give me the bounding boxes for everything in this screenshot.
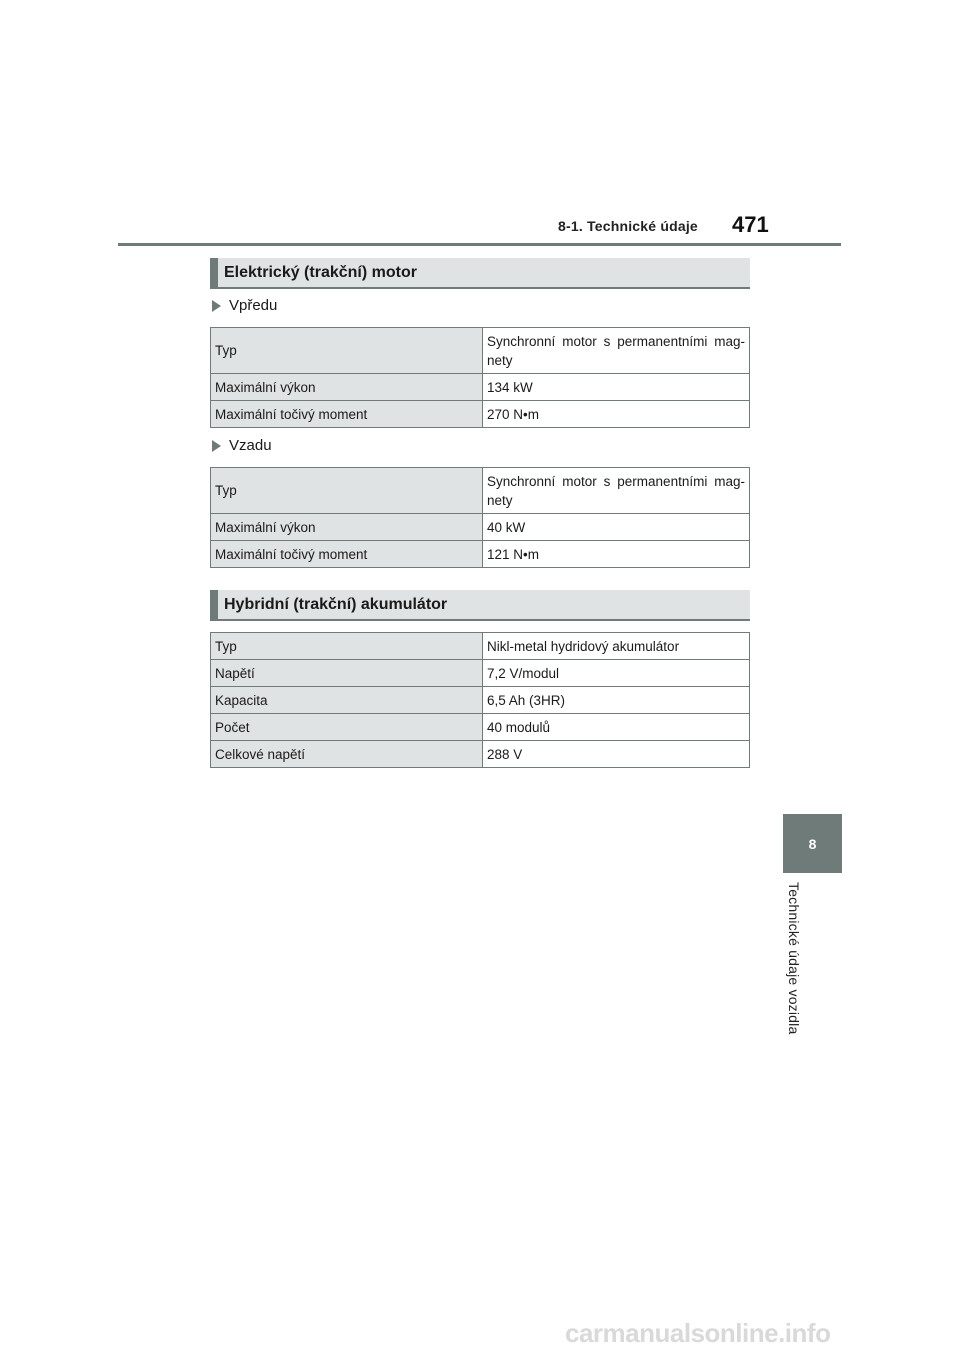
section-header: 8-1. Technické údaje <box>558 218 698 234</box>
section-heading-electric-motor <box>210 258 750 289</box>
subsection-label: Vzadu <box>229 437 272 454</box>
spec-key: Kapacita <box>211 687 483 714</box>
table-row <box>211 328 750 374</box>
chapter-number: 8 <box>808 835 817 852</box>
chapter-label: Technické údaje vozidla <box>786 882 802 1035</box>
subsection-label: Vpředu <box>229 297 278 314</box>
section-title: Elektrický (trakční) motor <box>224 263 417 281</box>
spec-value: 40 kW <box>483 514 750 541</box>
spec-key: Počet <box>211 714 483 741</box>
triangle-bullet-icon <box>212 300 221 312</box>
spec-value: Synchronní motor s permanentními mag- nety <box>483 468 750 514</box>
heading-accent-bar <box>210 590 218 619</box>
table-row <box>211 401 750 428</box>
spec-key: Maximální točivý moment <box>211 541 483 568</box>
subsection-front <box>212 297 277 314</box>
spec-value: 40 modulů <box>483 714 750 741</box>
table-row <box>211 633 750 660</box>
spec-key: Maximální točivý moment <box>211 401 483 428</box>
heading-accent-bar <box>210 258 218 287</box>
watermark: carmanualsonline.info <box>565 1318 831 1348</box>
spec-key: Napětí <box>211 660 483 687</box>
spec-value: 288 V <box>483 741 750 768</box>
chapter-tab[interactable] <box>783 814 842 873</box>
spec-value: 270 N•m <box>483 401 750 428</box>
spec-table-rear-motor <box>210 467 750 568</box>
spec-value: 6,5 Ah (3HR) <box>483 687 750 714</box>
triangle-bullet-icon <box>212 440 221 452</box>
section-title: Hybridní (trakční) akumulátor <box>224 595 448 613</box>
spec-value: 7,2 V/modul <box>483 660 750 687</box>
spec-value: Nikl-metal hydridový akumulátor <box>483 633 750 660</box>
table-row <box>211 374 750 401</box>
table-row <box>211 714 750 741</box>
spec-table-hybrid-battery <box>210 632 750 768</box>
spec-value: 134 kW <box>483 374 750 401</box>
spec-key: Typ <box>211 633 483 660</box>
spec-value: Synchronní motor s permanentními mag- nety <box>483 328 750 374</box>
page-number: 471 <box>732 212 769 237</box>
table-row <box>211 468 750 514</box>
table-row <box>211 541 750 568</box>
spec-key: Maximální výkon <box>211 374 483 401</box>
subsection-rear <box>212 437 272 454</box>
section-heading-hybrid-battery <box>210 590 750 621</box>
spec-key: Typ <box>211 468 483 514</box>
table-row <box>211 660 750 687</box>
header-divider <box>118 243 841 246</box>
spec-key: Maximální výkon <box>211 514 483 541</box>
table-row <box>211 687 750 714</box>
spec-table-front-motor <box>210 327 750 428</box>
table-row <box>211 514 750 541</box>
table-row <box>211 741 750 768</box>
spec-key: Celkové napětí <box>211 741 483 768</box>
spec-key: Typ <box>211 328 483 374</box>
spec-value: 121 N•m <box>483 541 750 568</box>
